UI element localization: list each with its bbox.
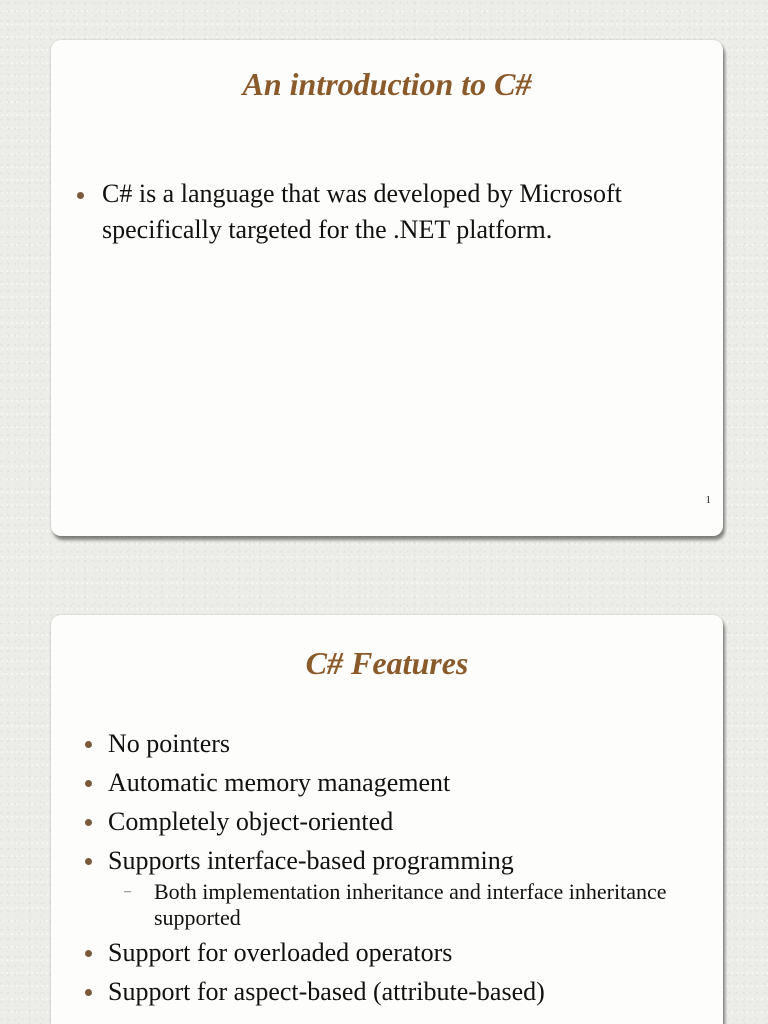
- bullet-item: [81, 843, 703, 879]
- bullet-item: [81, 974, 703, 1010]
- bullet-list: [81, 726, 703, 1013]
- slide-2: [51, 615, 723, 1024]
- page-number: 1: [705, 494, 711, 506]
- bullet-text: Support for overloaded operators: [108, 938, 453, 967]
- slide-title: C# Features: [305, 645, 469, 681]
- sub-bullet-item: [118, 879, 703, 931]
- bullet-item: [81, 804, 703, 840]
- bullet-icon: [85, 819, 92, 826]
- bullet-text: C# is a language that was developed by Microsoft specifically targeted for the .NET platform.: [102, 179, 622, 244]
- bullet-icon: [85, 741, 92, 748]
- bullet-icon: [85, 950, 92, 957]
- sub-bullet-text: Both implementation inheritance and interface inheritance supported: [154, 879, 667, 930]
- bullet-text: Support for aspect-based (attribute-based): [108, 977, 545, 1006]
- dash-icon: –: [124, 884, 131, 899]
- bullet-item: [81, 726, 703, 762]
- bullet-text: Completely object-oriented: [108, 807, 394, 836]
- bullet-icon: [85, 989, 92, 996]
- bullet-item: [81, 765, 703, 801]
- bullet-item: [75, 176, 703, 248]
- bullet-text: No pointers: [108, 729, 231, 758]
- bullet-list: [75, 176, 703, 251]
- slide-title: An introduction to C#: [242, 66, 532, 102]
- bullet-icon: [85, 780, 92, 787]
- bullet-text: Supports interface-based programming: [108, 846, 514, 875]
- sub-bullet-group: [81, 879, 703, 931]
- bullet-text: Automatic memory management: [108, 768, 451, 797]
- bullet-icon: [77, 192, 84, 199]
- bullet-item: [81, 935, 703, 971]
- slide-1: [51, 40, 723, 536]
- bullet-icon: [85, 858, 92, 865]
- sub-bullet-list: [108, 879, 703, 931]
